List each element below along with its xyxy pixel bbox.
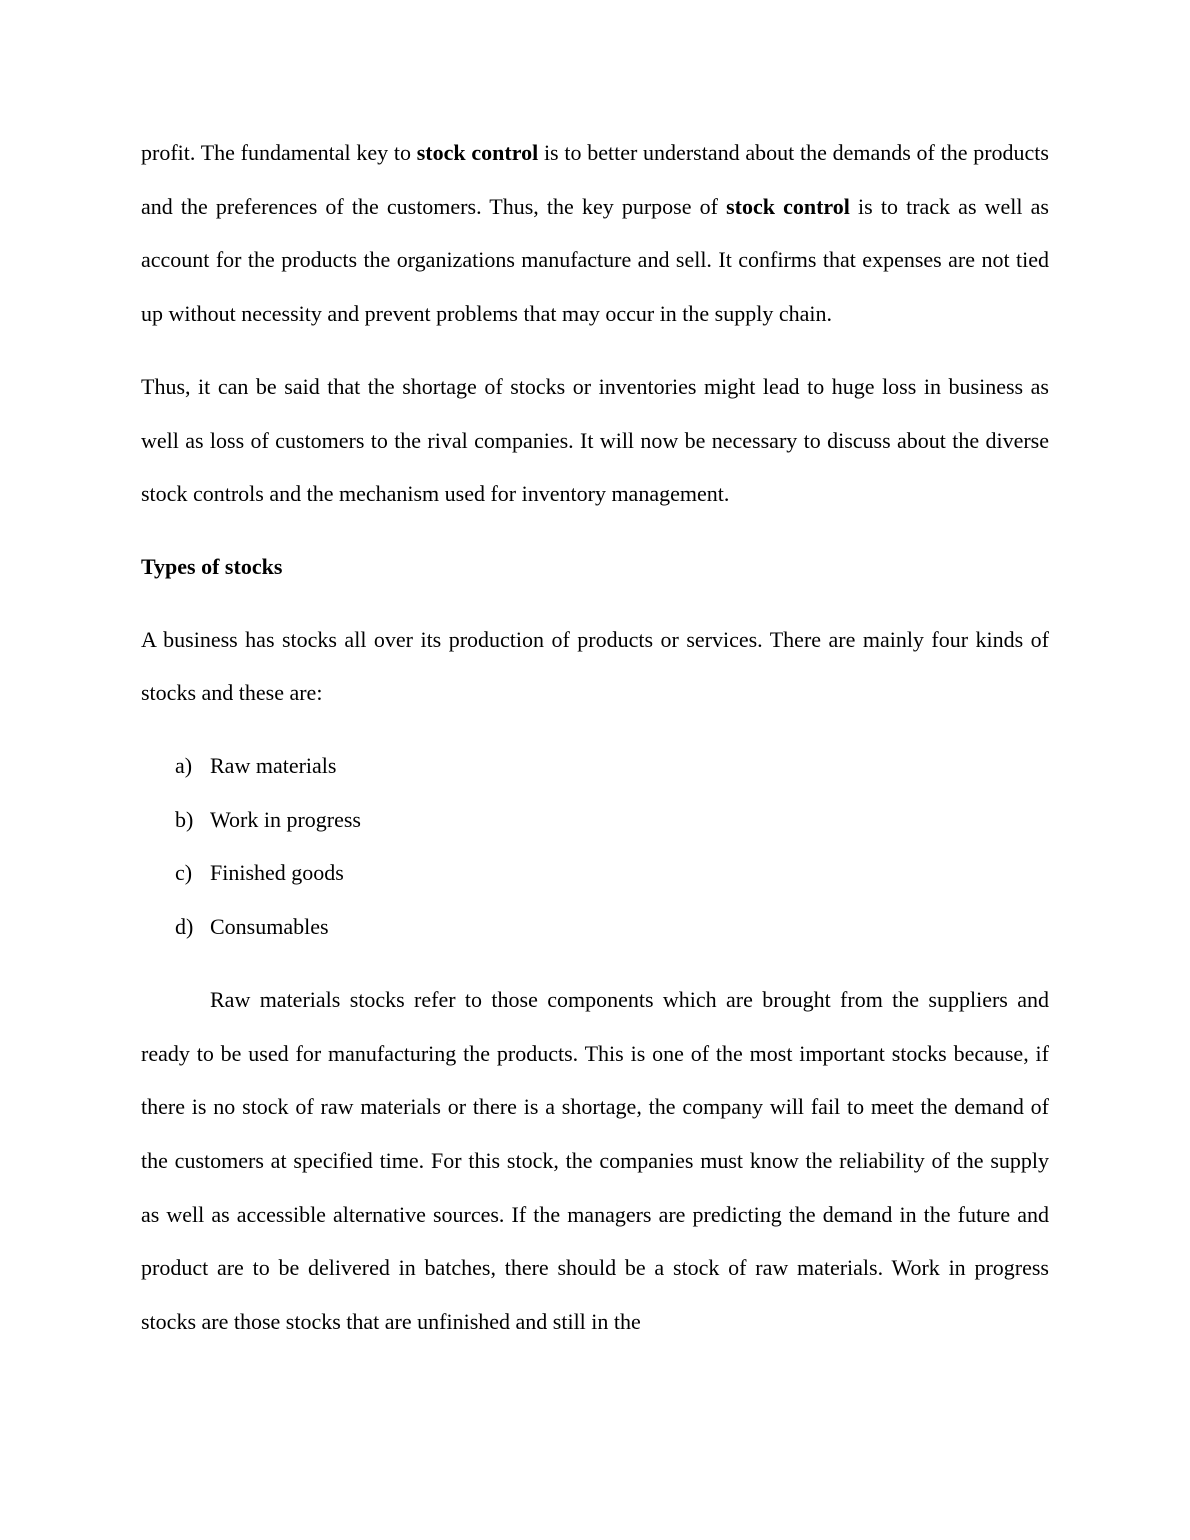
list-item-text: Raw materials — [210, 753, 337, 779]
bold-term-stock-control: stock control — [416, 140, 539, 165]
list-item — [141, 793, 1049, 847]
stock-types-list — [141, 739, 1049, 954]
paragraph-business-stocks: A business has stocks all over its production of products or services. There are mainly four kinds of stocks and these are: — [141, 626, 1049, 706]
list-item-text: Consumables — [210, 914, 329, 940]
paragraph-shortage: Thus, it can be said that the shortage of stocks or inventories might lead to huge loss in business as well as loss of customers to the rival companies. It will now be necessary to discuss about the diverse stock controls and the mechanism used for inventory management. — [141, 373, 1049, 507]
bold-term-stock-control: stock control — [726, 193, 850, 219]
paragraph-raw-materials: Raw materials stocks refer to those components which are brought from the suppliers and ready to be used for manufacturing the products. This is one of the most important stocks because, if there is no stock of raw materials or there is a shortage, the company will fail to meet the demand of the customers at specified time. For this stock, the companies must know the reliability of the supply as well as accessible alternative sources. If the managers are predicting the demand in the future and product are to be delivered in batches, there should be a stock of raw materials. Work in progress stocks are those stocks that are unfinished and still in the — [141, 986, 1049, 1335]
paragraph-text: is to better understand about the demands of the products and the preferences of the customers. Thus, the key purpose of — [141, 140, 1049, 219]
list-marker: c) — [175, 860, 193, 886]
list-marker: a) — [175, 753, 193, 779]
paragraph-stock-control — [141, 126, 1049, 341]
list-item-text: Finished goods — [210, 860, 344, 886]
section-heading: Types of stocks — [141, 553, 283, 579]
list-marker: d) — [175, 914, 194, 940]
list-item — [141, 739, 1049, 793]
paragraph-text: is to track as well as account for the products the organizations manufacture and sell. It confirms that expenses are not tied up without necessity and prevent problems that may occur in the supply chain. — [141, 193, 1049, 327]
list-marker: b) — [175, 806, 194, 832]
paragraph-text: profit. The fundamental key to — [141, 140, 417, 165]
document-body — [141, 126, 1049, 1349]
list-item — [141, 846, 1049, 900]
list-item — [141, 900, 1049, 954]
list-item-text: Work in progress — [210, 806, 361, 832]
